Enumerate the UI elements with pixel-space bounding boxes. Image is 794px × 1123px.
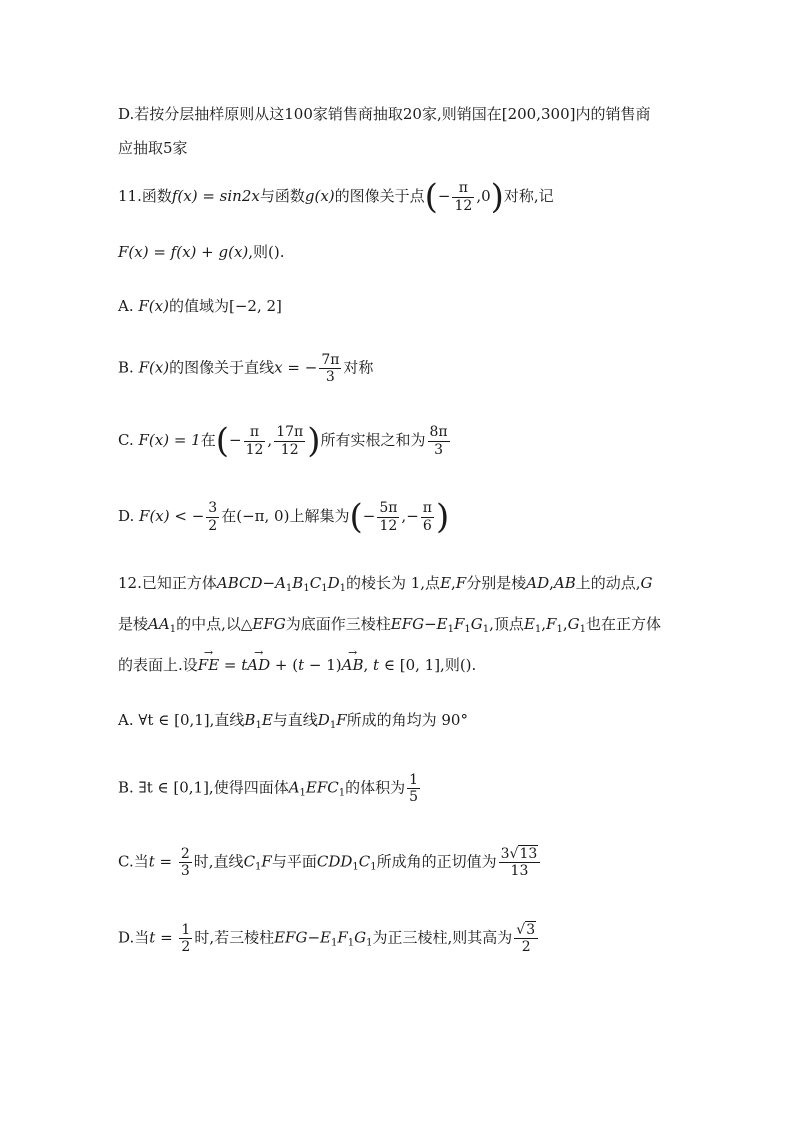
q11-option-d: D. F(x) < − $\frac{3}{2}$ 在(−π, 0)上解集为(− $\frac{5\pi}{12}$ ,− $\frac{\pi}{6}$ ) (118, 497, 450, 537)
fraction: $\frac{5\pi}{12}$ (379, 500, 398, 534)
q12-stem-line2: 是棱$AA_1$的中点,以△EFG为底面作三棱柱$EFG-E_1F_1G_1$,顶点$E_1,F_1,G_1$也在正方体 (118, 615, 661, 635)
q12-option-b: B. ∃t ∈ [0,1],使得四面体$A_1EFC_1$的体积为 $\frac{1}{5}$ (118, 772, 419, 806)
fraction: $\frac{1}{5}$ (409, 772, 419, 806)
q12-option-d: D.当t = $\frac{1}{2}$ 时,若三棱柱$EFG-E_1F_1G_1$为正三棱柱,则其高为 $\frac{√3}{2}$ (118, 922, 540, 955)
q12-option-a: A. ∀t ∈ [0,1],直线$B_1E$与直线$D_1F$所成的角均为 90° (118, 711, 468, 731)
fraction: $\frac{17\pi}{12}$ (276, 424, 304, 458)
fraction: $\frac{\pi}{6}$ (422, 500, 432, 534)
q11-option-a: A. F(x)的值域为[−2, 2] (118, 297, 282, 315)
q12-stem-line3: 的表面上.设→ FE = t→ AD + (t − 1)→ AB, t ∈ [0, 1],则(). (118, 655, 476, 675)
q10-option-d-line1: D.若按分层抽样原则从这100家销售商抽取20家,则销国在[200,300]内的销售商 (118, 105, 651, 123)
fraction: $\frac{3√13}{13}$ (499, 846, 541, 879)
fraction: $\frac{2}{3}$ (180, 846, 190, 880)
fraction: $\frac{7\pi}{3}$ (321, 352, 340, 386)
q11-stem-line2: F(x) = f(x) + g(x),则(). (118, 243, 285, 261)
fraction: $\frac{1}{2}$ (181, 922, 191, 956)
fraction: $\frac{3}{2}$ (208, 500, 218, 534)
fraction: $\frac{8\pi}{3}$ (429, 424, 448, 458)
q11-stem-line1: 11.函数f(x) = sin2x与函数g(x)的图像关于点(− $\frac{\pi}{12}$ ,0)对称,记 (118, 177, 554, 217)
q11-option-b: B. F(x)的图像关于直线x = − $\frac{7\pi}{3}$ 对称 (118, 352, 374, 386)
fraction: $\frac{\pi}{12}$ (454, 180, 473, 214)
fraction: $\frac{\pi}{12}$ (245, 424, 264, 458)
q10-option-d-line2: 应抽取5家 (118, 139, 188, 157)
q11-option-c: C. F(x) = 1在(− $\frac{\pi}{12}$ , $\frac{17\pi}{12}$ )所有实根之和为 $\frac{8\pi}{3}$ (118, 421, 448, 461)
q12-stem-line1: 12.已知正方体$ABCD-A_1B_1C_1D_1$的棱长为 1,点E,F分别是棱AD,AB上的动点,G (118, 574, 653, 594)
q12-option-c: C.当t = $\frac{2}{3}$ 时,直线$C_1F$与平面$CDD_1C_1$所成角的正切值为 $\frac{3√13}{13}$ (118, 846, 542, 879)
fraction: $\frac{√3}{2}$ (514, 922, 538, 955)
